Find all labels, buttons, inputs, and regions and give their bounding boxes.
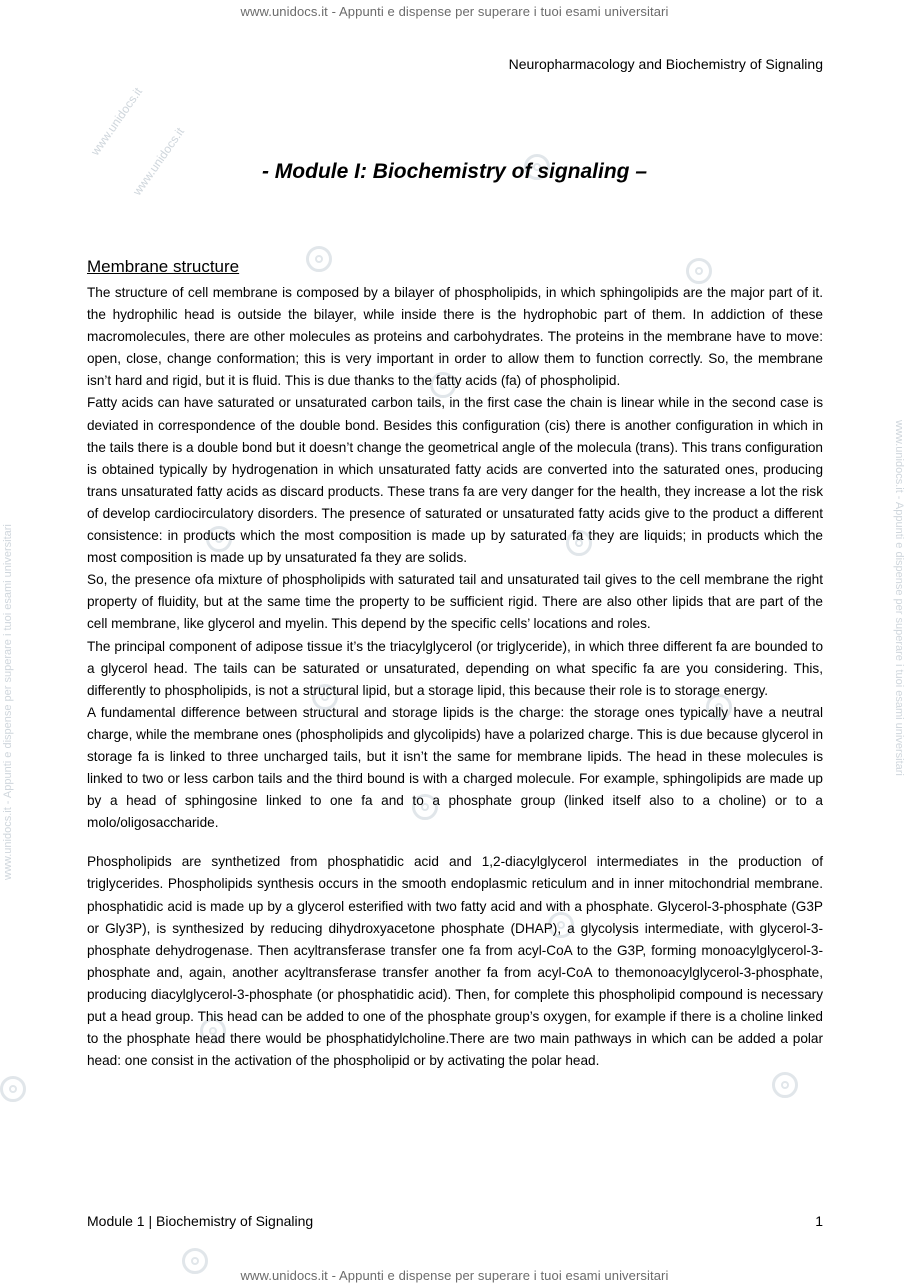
page-title: - Module I: Biochemistry of signaling – xyxy=(261,160,648,183)
watermark-banner-bottom: www.unidocs.it - Appunti e dispense per superare i tuoi esami universitari xyxy=(240,1268,669,1283)
paragraph: Phospholipids are synthetized from phosphatidic acid and 1,2-diacylglycerol intermediates in the production of triglycerides. Phospholipids synthesis occurs in the smooth endoplasmic reticulum and in inner mitochondrial membrane. phosphatidic acid is made up by a glycerol esterified with two fatty acid and with a phosphate. Glycerol-3-phosphate (G3P or Gly3P), is synthesized by reducing dihydroxyacetone phosphate (DHAP), a glycolysis intermediate, with glycerol-3-phosphate dehydrogenase. Then acyltransferase transfer one fa from acyl-CoA to the G3P, forming monoacylglycerol-3-phosphate and, again, another acyltransferase transfer another fa from acyl-CoA to themonoacylglycerol-3-phosphate, producing diacylglycerol-3-phosphate (or phosphatidic acid). Then, for complete this phospholipid compound is necessary put a head group. This head can be added to one of the phosphate group’s oxygen, for example if there is a choline linked to the phosphate head there would be phosphatidylcholine.There are two main pathways in which can be added a polar head: one consist in the activation of the phospholipid or by activating the polar head. xyxy=(87,854,823,1069)
paragraph: The principal component of adipose tissue it’s the triacylglycerol (or triglyceride), in which three different fa are bounded to a glycerol head. The tails can be saturated or unsaturated, depending on what specific fa are you considering. This, differently to phospholipids, is not a structural lipid, but a storage lipid, this because their role is to storage energy. xyxy=(87,638,823,698)
watermark-text: www.unidocs.it xyxy=(88,84,145,159)
paragraph: The structure of cell membrane is composed by a bilayer of phospholipids, in which sphingolipids are the major part of it. the hydrophilic head is outside the bilayer, while inside there is the hydrophobic part of them. In addiction of these macromolecules, there are other molecules as proteins and carbohydrates. The proteins in the membrane have to move: open, close, change conformation; this is very important in order to allow them to function correctly. So, the membrane isn’t hard and rigid, but it is fluid. This is due thanks to the fatty acids (fa) of phospholipid. xyxy=(87,285,823,389)
footer-module-label: Module 1 | Biochemistry of Signaling xyxy=(87,1213,314,1229)
watermark-text-vertical: www.unidocs.it - Appunti e dispense per superare i tuoi esami universitari xyxy=(893,420,905,776)
paragraph: Fatty acids can have saturated or unsaturated carbon tails, in the first case the chain is linear while in the second case is deviated in correspondence of the double bond. Besides this configuration (cis) there is another configuration in which in the tails there is a double bond but it doesn’t change the geometrical angle of the molecula (trans). This trans configuration is obtained typically by hydrogenation in which unsaturated fatty acids are converted into the saturated ones, producing trans unsaturated fatty acids as discard products. These trans fa are very danger for the health, they increase a lot the risk of develop cardiocirculatory disorders. The presence of saturated or unsaturated fatty acids give to the product a different consistence: in products which the most composition is made up by saturated fa they are liquids; in products which the most composition is made up by unsaturated fa they are solids. xyxy=(87,395,823,566)
paragraph: So, the presence ofa mixture of phospholipids with saturated tail and unsaturated tail gives to the cell membrane the right property of fluidity, but at the same time the property to be sufficient rigid. There are also other lipids that are part of the cell membrane, like glycerol and myelin. This depend by the specific cells’ locations and roles. xyxy=(87,572,823,632)
watermark-text: www.unidocs.it xyxy=(130,124,187,199)
watermark-logo-icon xyxy=(772,1072,798,1098)
running-header: Neuropharmacology and Biochemistry of Signaling xyxy=(508,56,823,72)
section-heading: Membrane structure xyxy=(87,257,240,276)
page-number: 1 xyxy=(815,1213,823,1229)
watermark-logo-icon xyxy=(0,1076,26,1102)
watermark-text-vertical: www.unidocs.it - Appunti e dispense per superare i tuoi esami universitari xyxy=(2,524,14,880)
watermark-banner-top: www.unidocs.it - Appunti e dispense per superare i tuoi esami universitari xyxy=(240,4,669,19)
document-body xyxy=(87,256,823,1072)
paragraph: A fundamental difference between structural and storage lipids is the charge: the storage ones typically have a neutral charge, while the membrane ones (phospholipids and glycolipids) have a polarized charge. This is due because glycerol in storage fa is linked to three uncharged tails, but it isn’t the same for membrane lipids. The head in these molecules is linked to two or less carbon tails and the third bound is with a charged molecule. For example, sphingolipids are made up by a head of sphingosine linked to one fa and to a phosphate group (linked itself also to a choline) or to a molo/oligosaccharide. xyxy=(87,704,823,831)
